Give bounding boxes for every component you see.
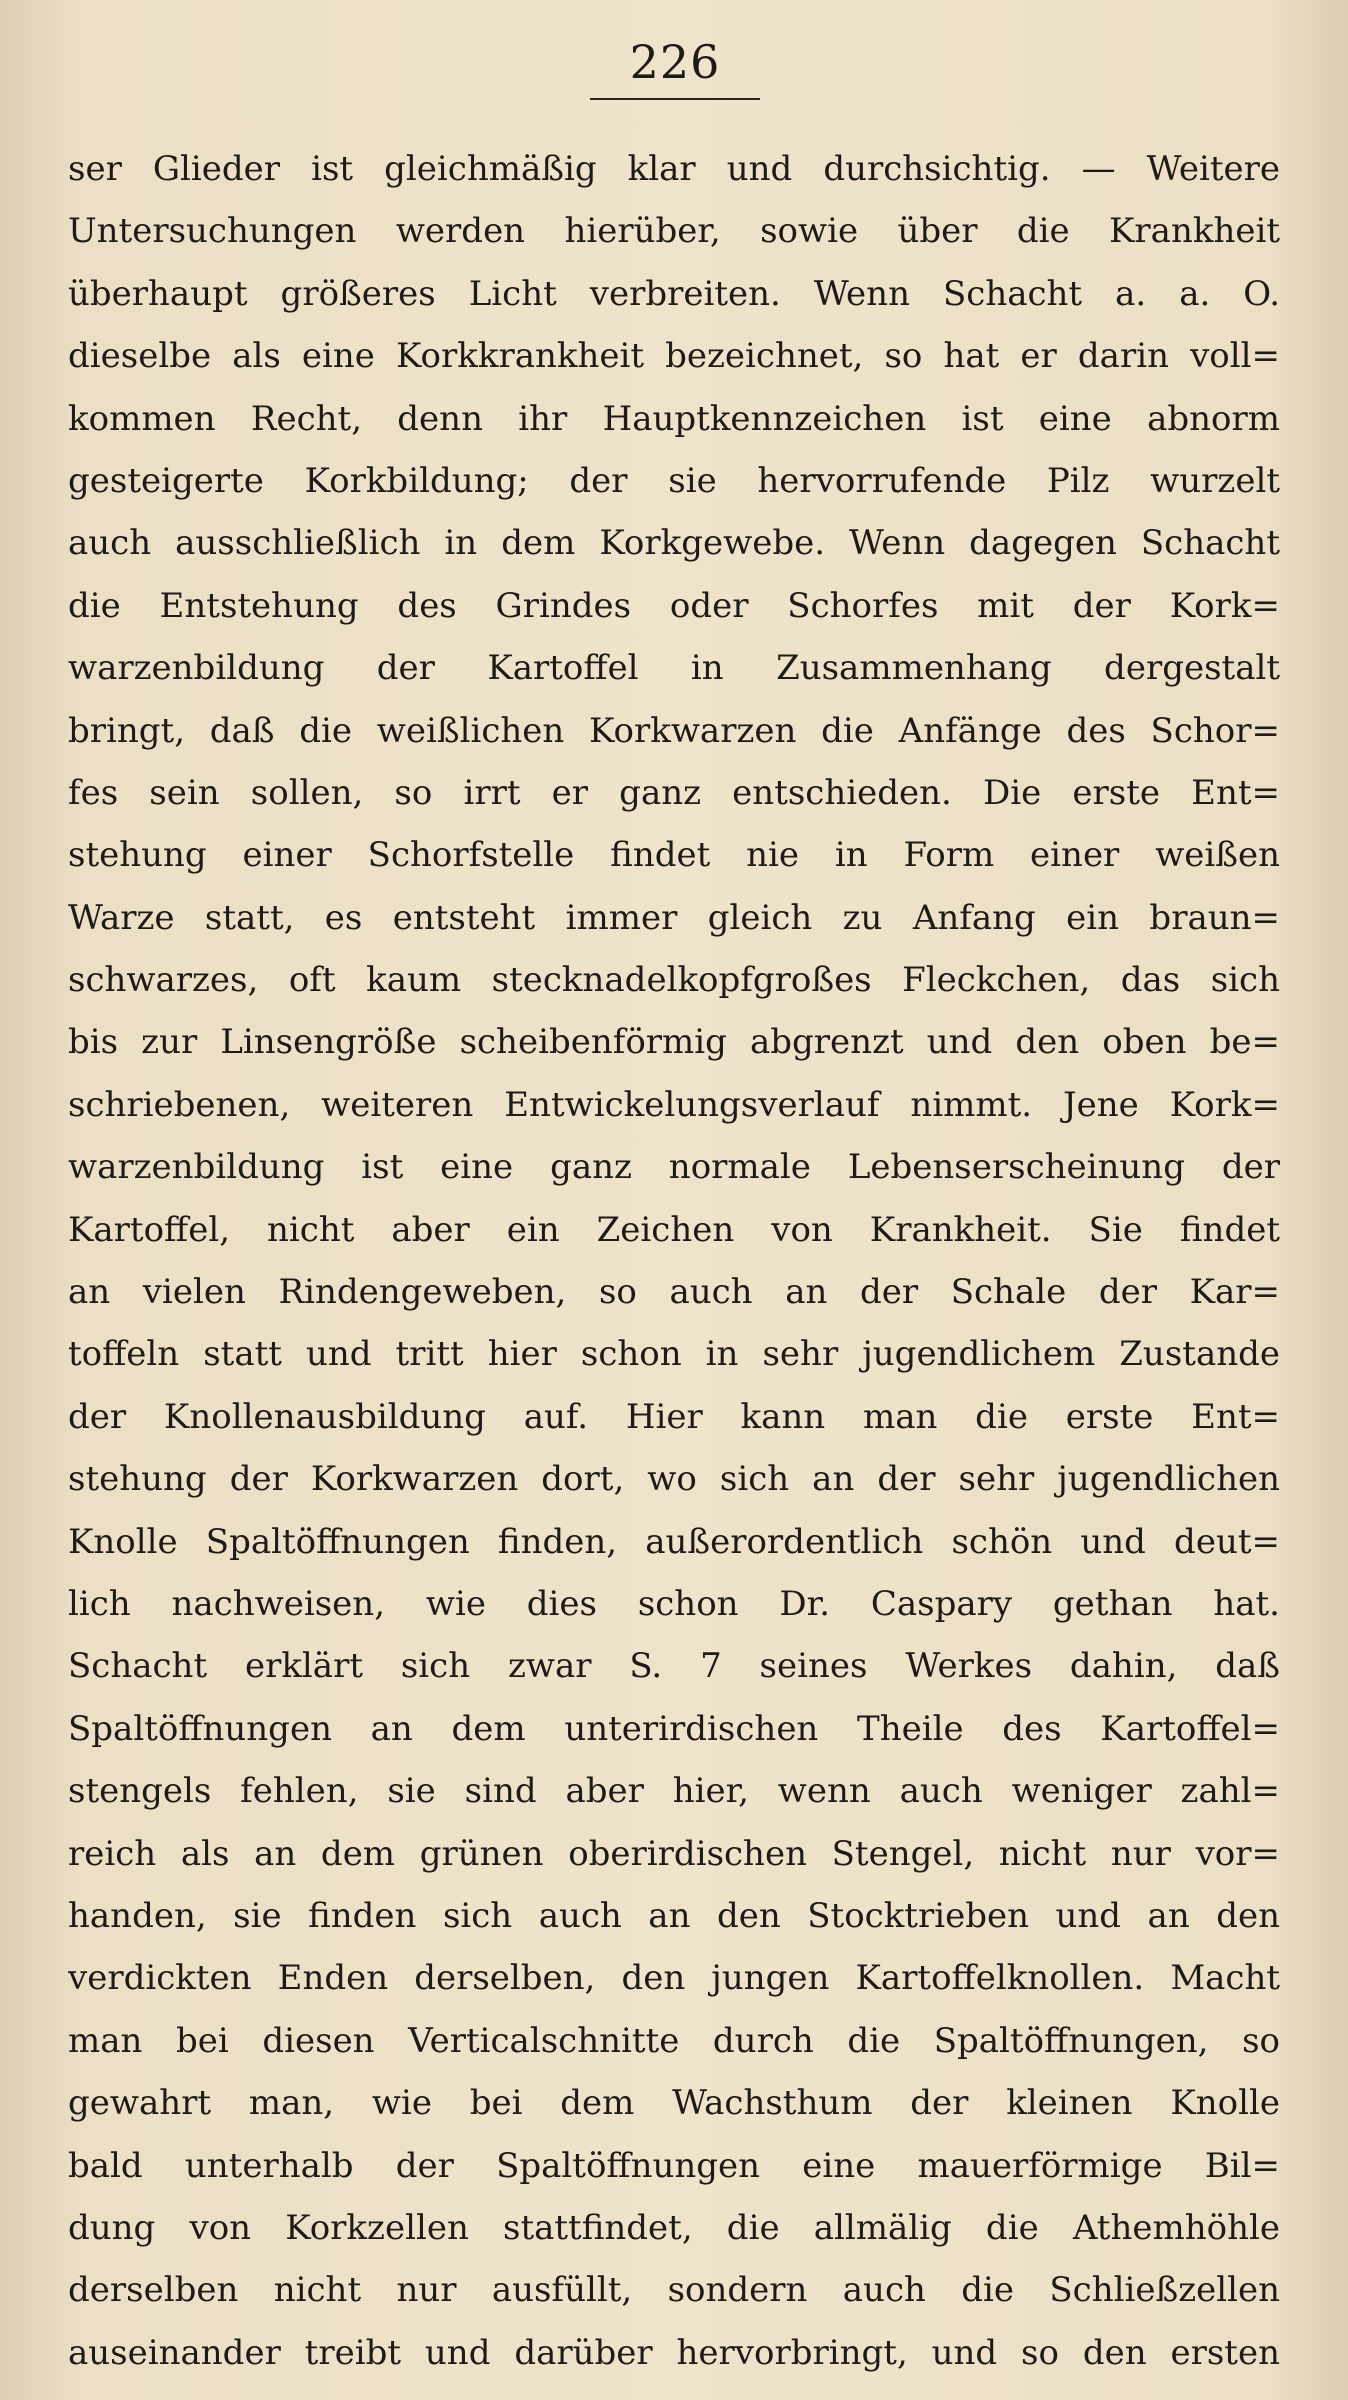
- text-line: verdickten Enden derselben, den jungen Kartoffelknollen. Macht: [68, 1958, 1280, 1999]
- text-line: auch ausschließlich in dem Korkgewebe. Wenn dagegen Schacht: [68, 523, 1280, 564]
- text-line: gewahrt man, wie bei dem Wachsthum der kleinen Knolle: [68, 2083, 1280, 2124]
- text-line: toffeln statt und tritt hier schon in sehr jugendlichem Zustande: [68, 1334, 1280, 1375]
- text-line: stengels fehlen, sie sind aber hier, wenn auch weniger zahl=: [68, 1771, 1280, 1812]
- text-line: man bei diesen Verticalschnitte durch die Spaltöffnungen, so: [68, 2020, 1280, 2061]
- text-line: Schacht erklärt sich zwar S. 7 seines Werkes dahin, daß: [68, 1646, 1280, 1687]
- text-line: kommen Recht, denn ihr Hauptkennzeichen ist eine abnorm: [68, 398, 1280, 439]
- text-line: schwarzes, oft kaum stecknadelkopfgroßes Fleckchen, das sich: [68, 960, 1280, 1001]
- text-line: dung von Korkzellen stattfindet, die allmälig die Athemhöhle: [68, 2207, 1280, 2248]
- text-line: lich nachweisen, wie dies schon Dr. Caspary gethan hat.: [68, 1583, 1280, 1624]
- page-number: 226: [629, 35, 721, 89]
- text-line: reich als an dem grünen oberirdischen Stengel, nicht nur vor=: [68, 1833, 1280, 1874]
- text-line: stehung der Korkwarzen dort, wo sich an der sehr jugendlichen: [68, 1459, 1280, 1500]
- text-line: stehung einer Schorfstelle findet nie in Form einer weißen: [68, 835, 1280, 876]
- text-line: bald unterhalb der Spaltöffnungen eine mauerförmige Bil=: [68, 2145, 1280, 2186]
- text-line: der Knollenausbildung auf. Hier kann man die erste Ent=: [68, 1396, 1280, 1437]
- text-line: an vielen Rindengeweben, so auch an der Schale der Kar=: [68, 1272, 1280, 1313]
- text-line: warzenbildung der Kartoffel in Zusammenhang dergestalt: [68, 648, 1280, 689]
- text-line: auseinander treibt und darüber hervorbringt, und so den ersten: [68, 2332, 1280, 2373]
- text-line: die Entstehung des Grindes oder Schorfes mit der Kork=: [68, 585, 1280, 626]
- header-rule: [590, 98, 760, 100]
- text-line: Untersuchungen werden hierüber, sowie über die Krankheit: [68, 211, 1280, 252]
- text-line: Warze statt, es entsteht immer gleich zu Anfang ein braun=: [68, 897, 1280, 938]
- body-text: [68, 138, 1280, 2373]
- text-line: warzenbildung ist eine ganz normale Lebenserscheinung der: [68, 1147, 1280, 1188]
- text-line: Kartoffel, nicht aber ein Zeichen von Krankheit. Sie findet: [68, 1209, 1280, 1250]
- text-line: Knolle Spaltöffnungen finden, außerordentlich schön und deut=: [68, 1521, 1280, 1562]
- text-line: Spaltöffnungen an dem unterirdischen Theile des Kartoffel=: [68, 1708, 1280, 1749]
- text-line: ser Glieder ist gleichmäßig klar und durchsichtig. — Weitere: [68, 149, 1280, 189]
- text-line: derselben nicht nur ausfüllt, sondern auch die Schließzellen: [68, 2270, 1280, 2311]
- text-line: überhaupt größeres Licht verbreiten. Wenn Schacht a. a. O.: [68, 273, 1280, 314]
- text-line: schriebenen, weiteren Entwickelungsverlauf nimmt. Jene Kork=: [68, 1084, 1280, 1125]
- text-line: bringt, daß die weißlichen Korkwarzen die Anfänge des Schor=: [68, 710, 1280, 751]
- text-line: dieselbe als eine Korkkrankheit bezeichnet, so hat er darin voll=: [68, 336, 1280, 377]
- text-line: fes sein sollen, so irrt er ganz entschieden. Die erste Ent=: [68, 772, 1280, 813]
- text-line: bis zur Linsengröße scheibenförmig abgrenzt und den oben be=: [68, 1022, 1280, 1063]
- text-line: handen, sie finden sich auch an den Stocktrieben und an den: [68, 1895, 1280, 1936]
- text-line: gesteigerte Korkbildung; der sie hervorrufende Pilz wurzelt: [68, 460, 1280, 501]
